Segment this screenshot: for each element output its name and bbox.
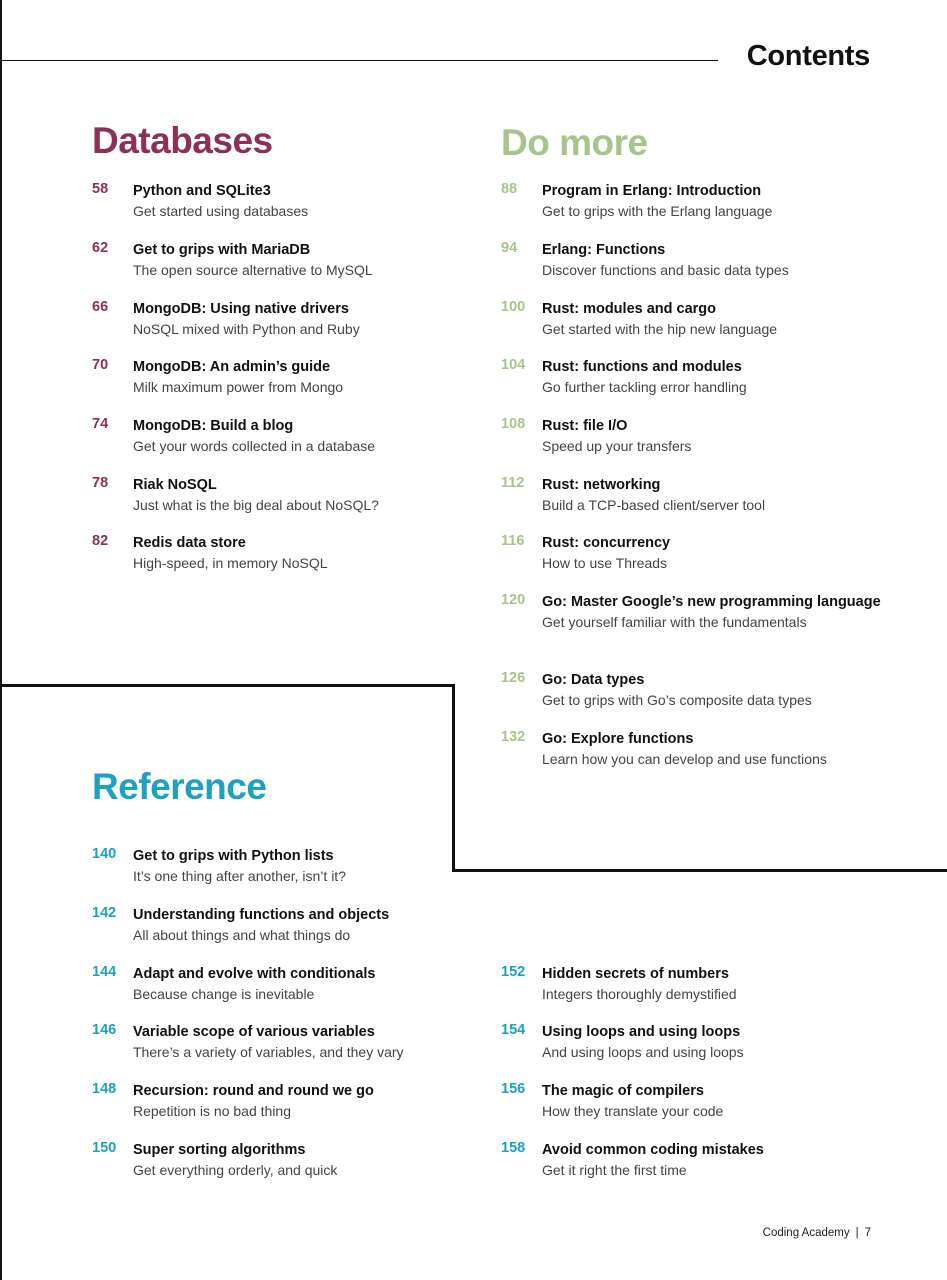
toc-entry-text: [542, 475, 922, 515]
toc-entry-title: Recursion: round and round we go: [133, 1083, 374, 1099]
toc-entry-text: [133, 905, 513, 945]
toc-entry-description: How they translate your code: [542, 1103, 724, 1119]
toc-page-number: 144: [92, 964, 117, 980]
toc-page-number: 78: [92, 475, 109, 491]
toc-entry-title: Rust: modules and cargo: [542, 301, 717, 317]
toc-entry-text: [542, 357, 922, 397]
toc-entry-title: Rust: networking: [542, 477, 661, 493]
toc-entry-title: Rust: functions and modules: [542, 359, 742, 375]
toc-page-number: 62: [92, 240, 109, 256]
toc-entry-text: [133, 846, 513, 886]
toc-page-number: 158: [501, 1140, 526, 1156]
toc-entry-description: Discover functions and basic data types: [542, 262, 789, 278]
toc-entry-text: [133, 416, 513, 456]
toc-entry-description: There’s a variety of variables, and they vary: [133, 1044, 404, 1060]
toc-entry-description: Just what is the big deal about NoSQL?: [133, 497, 379, 513]
toc-entry-title: Go: Master Google’s new programming language: [542, 594, 881, 610]
toc-page-number: 154: [501, 1022, 526, 1038]
toc-entry-description: It’s one thing after another, isn’t it?: [133, 868, 346, 884]
databases-heading: Databases: [92, 120, 273, 161]
toc-entry-description: How to use Threads: [542, 555, 668, 571]
toc-entry-description: High-speed, in memory NoSQL: [133, 555, 328, 571]
toc-entry-description: Get yourself familiar with the fundamentals: [542, 614, 807, 630]
toc-entry-title: Redis data store: [133, 535, 246, 551]
toc-entry-title: MongoDB: Using native drivers: [133, 301, 349, 317]
toc-entry-description: Integers thoroughly demystified: [542, 986, 737, 1002]
section-divider-vertical: [452, 684, 455, 872]
toc-page-number: 116: [501, 533, 525, 549]
page-footer: [763, 1227, 871, 1239]
toc-entry-text: [133, 299, 513, 339]
toc-entry-text: [133, 1081, 513, 1121]
toc-page-number: 82: [92, 533, 109, 549]
toc-page-number: 66: [92, 299, 109, 315]
toc-page-number: 150: [92, 1140, 117, 1156]
toc-page-number: 120: [501, 592, 526, 608]
toc-entry-title: Get to grips with MariaDB: [133, 242, 311, 258]
toc-entry-title: Variable scope of various variables: [133, 1024, 375, 1040]
toc-entry-title: Rust: file I/O: [542, 418, 628, 434]
toc-entry-text: [542, 299, 922, 339]
toc-page-number: 126: [501, 670, 526, 686]
toc-entry-title: MongoDB: Build a blog: [133, 418, 294, 434]
toc-entry-text: [133, 240, 513, 280]
toc-entry-description: Go further tackling error handling: [542, 379, 747, 395]
toc-entry-text: [542, 416, 922, 456]
toc-entry-title: Go: Data types: [542, 672, 645, 688]
toc-entry-text: [542, 964, 922, 1004]
page-number: 7: [864, 1227, 871, 1239]
reference-heading: Reference: [92, 766, 267, 807]
toc-page-number: 152: [501, 964, 526, 980]
toc-entry-text: [133, 357, 513, 397]
toc-entry-title: MongoDB: An admin’s guide: [133, 359, 331, 375]
toc-page-number: 156: [501, 1081, 526, 1097]
toc-entry-text: [542, 240, 922, 280]
toc-entry-description: Get to grips with the Erlang language: [542, 203, 773, 219]
toc-entry-text: [133, 1140, 513, 1180]
toc-page-number: 148: [92, 1081, 117, 1097]
toc-entry-title: Super sorting algorithms: [133, 1142, 306, 1158]
toc-entry-description: Build a TCP-based client/server tool: [542, 497, 766, 513]
toc-page-number: 58: [92, 181, 109, 197]
toc-entry-description: Get your words collected in a database: [133, 438, 376, 454]
toc-entry-text: [542, 592, 922, 632]
toc-entry-title: Go: Explore functions: [542, 731, 694, 747]
toc-page-number: 74: [92, 416, 109, 432]
toc-page-number: 100: [501, 299, 526, 315]
toc-entry-description: Learn how you can develop and use functions: [542, 751, 827, 767]
toc-entry-title: Program in Erlang: Introduction: [542, 183, 762, 199]
toc-entry-text: [542, 729, 922, 769]
toc-entry-text: [133, 181, 513, 221]
toc-entry-description: Milk maximum power from Mongo: [133, 379, 344, 395]
toc-entry-text: [133, 1022, 513, 1062]
toc-entry-description: Get it right the first time: [542, 1162, 687, 1178]
toc-entry-text: [542, 1022, 922, 1062]
toc-page-number: 104: [501, 357, 526, 373]
toc-entry-description: All about things and what things do: [133, 927, 351, 943]
toc-entry-title: Understanding functions and objects: [133, 907, 390, 923]
toc-entry-description: NoSQL mixed with Python and Ruby: [133, 321, 360, 337]
toc-page-number: 146: [92, 1022, 117, 1038]
toc-page-number: 140: [92, 846, 117, 862]
toc-entry-title: Using loops and using loops: [542, 1024, 741, 1040]
domore-heading: Do more: [501, 122, 648, 163]
toc-entry-title: Avoid common coding mistakes: [542, 1142, 764, 1158]
footer-separator: |: [855, 1227, 859, 1239]
toc-entry-description: Repetition is no bad thing: [133, 1103, 291, 1119]
toc-page-number: 108: [501, 416, 526, 432]
toc-entry-title: Get to grips with Python lists: [133, 848, 334, 864]
toc-entry-title: Hidden secrets of numbers: [542, 966, 729, 982]
toc-entry-text: [542, 181, 922, 221]
toc-entry-title: Python and SQLite3: [133, 183, 271, 199]
toc-entry-description: Get everything orderly, and quick: [133, 1162, 338, 1178]
toc-entry-text: [542, 1081, 922, 1121]
toc-entry-description: Get to grips with Go’s composite data types: [542, 692, 812, 708]
toc-entry-description: The open source alternative to MySQL: [133, 262, 373, 278]
publication-name: Coding Academy: [762, 1227, 850, 1239]
toc-entry-text: [542, 533, 922, 573]
toc-entry-title: Erlang: Functions: [542, 242, 666, 258]
page-title: Contents: [746, 40, 870, 72]
toc-page-number: 94: [501, 240, 518, 256]
toc-entry-title: The magic of compilers: [542, 1083, 704, 1099]
toc-page-number: 112: [501, 475, 525, 491]
left-border-line: [0, 0, 2, 1280]
toc-entry-title: Adapt and evolve with conditionals: [133, 966, 376, 982]
toc-page-number: 132: [501, 729, 526, 745]
toc-entry-description: Speed up your transfers: [542, 438, 692, 454]
section-divider-top: [0, 684, 455, 687]
toc-entry-text: [133, 475, 513, 515]
toc-entry-text: [542, 670, 922, 710]
toc-entry-title: Rust: concurrency: [542, 535, 671, 551]
toc-entry-text: [133, 533, 513, 573]
toc-entry-description: Get started using databases: [133, 203, 309, 219]
toc-page-number: 142: [92, 905, 117, 921]
toc-page-number: 70: [92, 357, 109, 373]
toc-entry-description: Get started with the hip new language: [542, 321, 778, 337]
toc-entry-description: Because change is inevitable: [133, 986, 315, 1002]
toc-entry-description: And using loops and using loops: [542, 1044, 744, 1060]
header-rule: [0, 60, 718, 61]
toc-entry-title: Riak NoSQL: [133, 477, 217, 493]
toc-page-number: 88: [501, 181, 518, 197]
toc-entry-text: [542, 1140, 922, 1180]
section-divider-bottom: [452, 869, 947, 872]
toc-entry-text: [133, 964, 513, 1004]
